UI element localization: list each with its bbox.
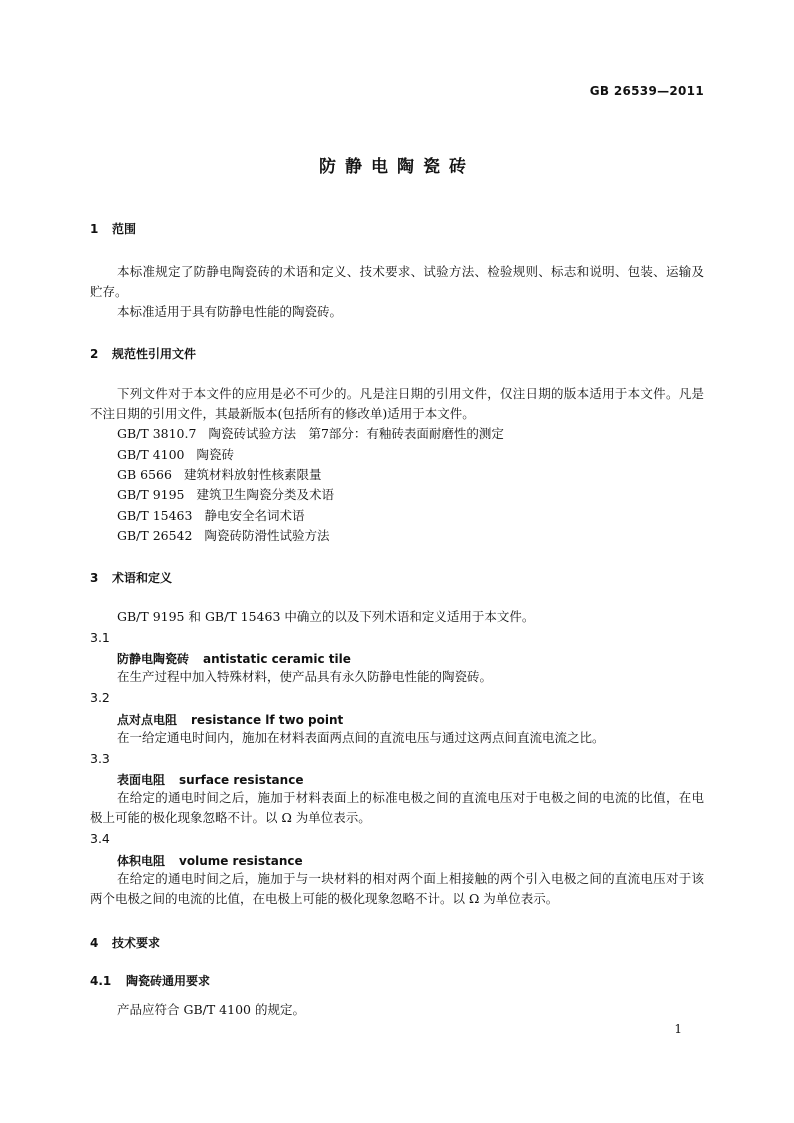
section-number: 2 [90, 347, 99, 361]
section-3-heading [90, 569, 172, 586]
term-zh: 表面电阻 [117, 773, 166, 787]
reference-code: GB 6566 [117, 467, 172, 482]
term-en: resistance lf two point [191, 713, 344, 727]
section-number: 1 [90, 222, 99, 236]
term-heading [117, 650, 351, 667]
scope-paragraph-1: 本标准规定了防静电陶瓷砖的术语和定义、技术要求、试验方法、检验规则、标志和说明、包装、运输及贮存。 [90, 264, 704, 299]
term-en: volume resistance [179, 854, 303, 868]
reference-title: 建筑卫生陶瓷分类及术语 [196, 487, 335, 502]
reference-item [117, 506, 304, 526]
reference-title: 陶瓷砖 [196, 447, 235, 462]
reference-item [117, 465, 321, 485]
section-2-heading [90, 345, 196, 362]
subsection-4-1-heading [90, 972, 210, 989]
section-title: 规范性引用文件 [112, 347, 197, 361]
reference-code: GB/T 4100 [117, 447, 185, 462]
section-1-heading [90, 220, 136, 237]
document-code: GB 26539—2011 [589, 84, 704, 98]
clause-number: 3.4 [90, 831, 110, 846]
clause-number: 3.3 [90, 751, 110, 766]
subsection-title: 陶瓷砖通用要求 [126, 974, 211, 988]
term-definition: 在生产过程中加入特殊材料，使产品具有永久防静电性能的陶瓷砖。 [117, 669, 493, 684]
section-number: 4 [90, 936, 99, 950]
term-zh: 体积电阻 [117, 854, 166, 868]
term-zh: 点对点电阻 [117, 713, 178, 727]
term-definition: 在一给定通电时间内，施加在材料表面两点间的直流电压与通过这两点间直流电流之比。 [117, 730, 605, 745]
term-zh: 防静电陶瓷砖 [117, 652, 190, 666]
clause-number: 3.2 [90, 690, 110, 705]
terms-intro: GB/T 9195 和 GB/T 15463 中确立的以及下列术语和定义适用于本文件。 [117, 609, 535, 624]
reference-item [117, 485, 334, 505]
reference-title: 陶瓷砖防滑性试验方法 [204, 528, 330, 543]
document-title: 防静电陶瓷砖 [319, 157, 475, 177]
scope-paragraph-2: 本标准适用于具有防静电性能的陶瓷砖。 [117, 304, 343, 319]
reference-item [117, 424, 504, 444]
reference-title: 陶瓷砖试验方法 第7部分：有釉砖表面耐磨性的测定 [208, 426, 504, 441]
reference-item [117, 526, 329, 546]
term-heading [117, 771, 303, 788]
reference-title: 建筑材料放射性核素限量 [183, 467, 322, 482]
reference-code: GB/T 15463 [117, 508, 193, 523]
reference-code: GB/T 3810.7 [117, 426, 197, 441]
subsection-4-1-text: 产品应符合 GB/T 4100 的规定。 [117, 1002, 305, 1017]
term-en: surface resistance [179, 773, 304, 787]
reference-item [117, 445, 234, 465]
subsection-number: 4.1 [90, 974, 112, 988]
clause-number: 3.1 [90, 630, 110, 645]
term-definition: 在给定的通电时间之后，施加于与一块材料的相对两个面上相接触的两个引入电极之间的直流电压对于该两个电极之间的电流的比值，在电极上可能的极化现象忽略不计。以 Ω 为单位表示。 [90, 871, 704, 906]
reference-title: 静电安全名词术语 [204, 508, 305, 523]
term-heading [117, 711, 343, 728]
section-title: 范围 [112, 222, 137, 236]
section-number: 3 [90, 571, 99, 585]
term-heading [117, 852, 303, 869]
reference-code: GB/T 26542 [117, 528, 193, 543]
term-definition: 在给定的通电时间之后，施加于材料表面上的标准电极之间的直流电压对于电极之间的电流的比值，在电极上可能的极化现象忽略不计。以 Ω 为单位表示。 [90, 790, 704, 825]
section-4-heading [90, 934, 160, 951]
references-intro: 下列文件对于本文件的应用是必不可少的。凡是注日期的引用文件，仅注日期的版本适用于本文件。凡是不注日期的引用文件，其最新版本(包括所有的修改单)适用于本文件。 [90, 386, 704, 421]
section-title: 术语和定义 [112, 571, 173, 585]
section-title: 技术要求 [112, 936, 161, 950]
page-number: 1 [674, 1022, 682, 1036]
reference-code: GB/T 9195 [117, 487, 185, 502]
term-en: antistatic ceramic tile [203, 652, 351, 666]
